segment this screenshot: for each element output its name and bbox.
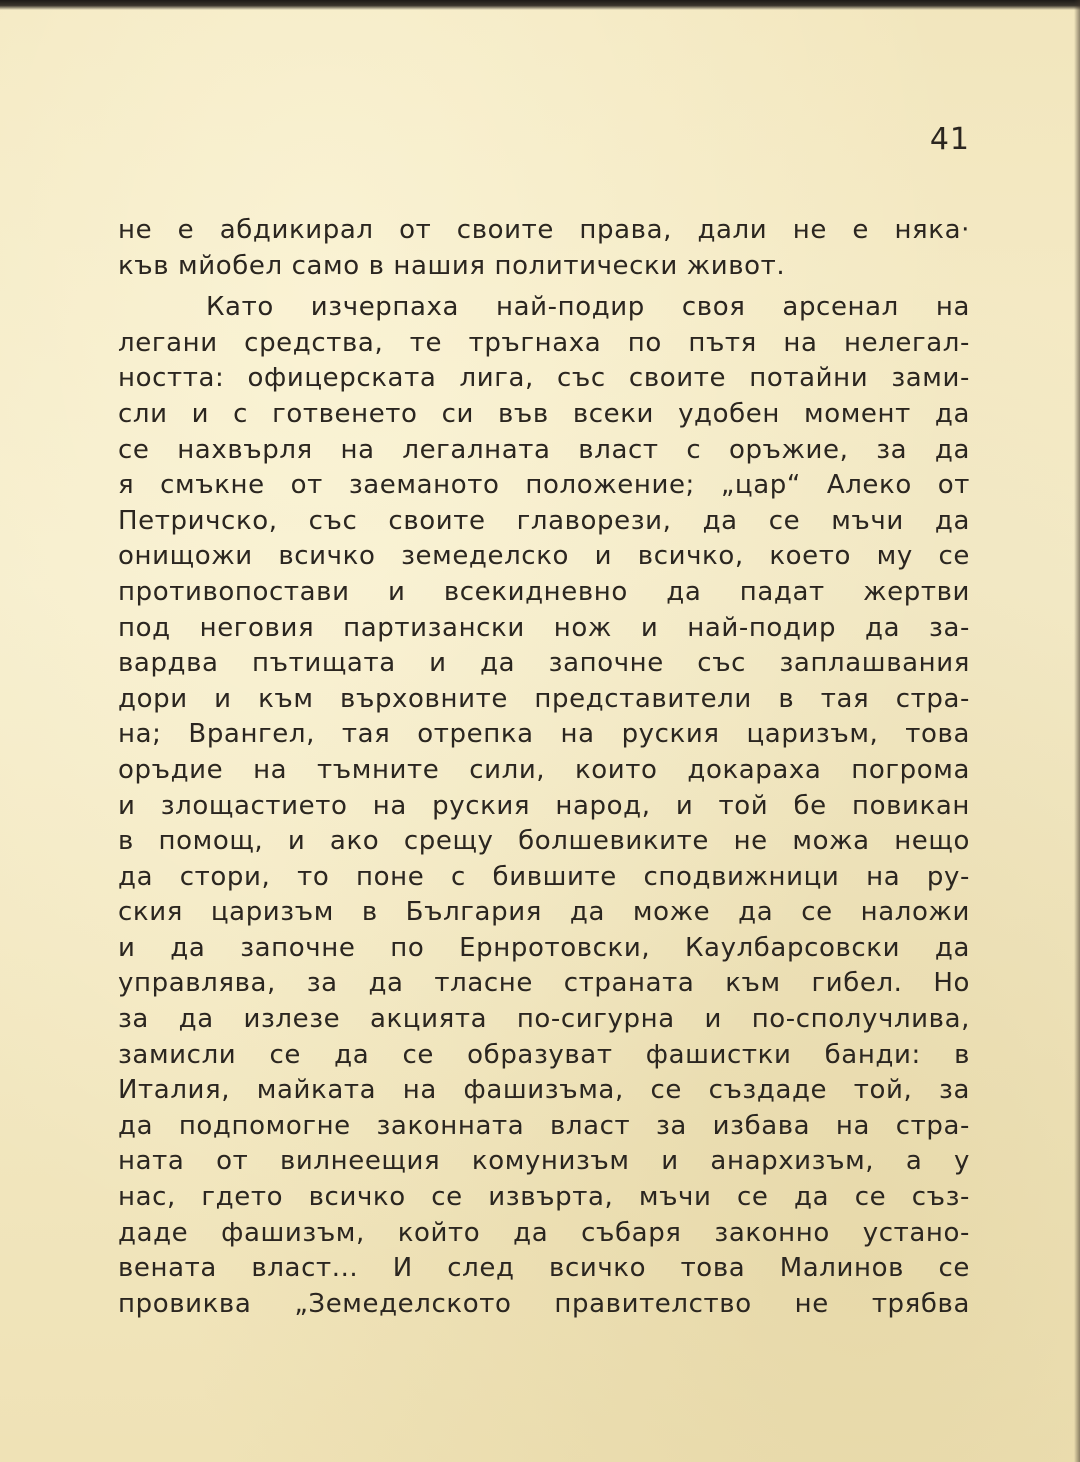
text-line: не е абдикирал от своите права, дали не е няка·: [118, 215, 970, 245]
text-line: легани средства, те тръгнаха по пътя на нелегал-: [118, 327, 970, 358]
text-line: оръдие на тъмните сили, които докараха погрома: [118, 754, 970, 785]
text-line: я смъкне от заеманото положение; „цар“ Алеко от: [118, 470, 970, 501]
text-line: Петричско, със своите главорези, да се мъчи да: [118, 505, 970, 536]
page-top-edge: [0, 0, 1080, 10]
text-line: Като изчерпаха най-подир своя арсенал на: [206, 292, 970, 323]
text-line: ността: офицерската лига, със своите потайни зами-: [118, 363, 970, 394]
text-line: управлява, за да тласне страната към гибел. Но: [118, 968, 970, 999]
text-line: замисли се да се образуват фашистки банди: в: [118, 1039, 970, 1070]
text-line: в помощ, и ако срещу болшевиките не можа нещо: [118, 826, 970, 857]
body-text: [118, 213, 970, 1322]
text-line: нас, гдето всичко се извърта, мъчи се да се съз-: [118, 1182, 970, 1213]
text-line: сли и с готвенето си във всеки удобен момент да: [118, 398, 970, 429]
text-line: Италия, майката на фашизъма, се създаде той, за: [118, 1075, 970, 1106]
text-line: противопостави и всекидневно да падат жертви: [118, 576, 970, 607]
text-line: под неговия партизански нож и най-подир да за-: [118, 612, 970, 643]
text-line: на; Врангел, тая отрепка на руския царизъм, това: [118, 719, 970, 750]
text-line: се нахвърля на легалната власт с оръжие, за да: [118, 434, 970, 465]
text-line: да подпомогне законната власт за избава на стра-: [118, 1110, 970, 1141]
page-right-edge: [1074, 0, 1080, 1462]
text-line: да стори, то поне с бившите сподвижници на ру-: [118, 861, 970, 892]
text-line: онищожи всичко земеделско и всичко, което му се: [118, 541, 970, 572]
text-line: ната от вилнеещия комунизъм и анархизъм, а у: [118, 1146, 970, 1177]
text-line: дори и към върховните представители в тая стра-: [118, 683, 970, 714]
text-line: ския царизъм в България да може да се наложи: [118, 897, 970, 928]
text-line: за да излезе акцията по-сигурна и по-сполучлива,: [118, 1004, 970, 1035]
text-line: даде фашизъм, който да събаря законно устано-: [118, 1217, 970, 1248]
text-line: къв мйобел само в нашия политически живот.: [118, 250, 786, 281]
text-line: провиква „Земеделското правителство не трябва: [118, 1288, 970, 1319]
text-line: и да започне по Ернротовски, Каулбарсовски да: [118, 932, 970, 963]
text-line: и злощастието на руския народ, и той бе повикан: [118, 790, 970, 821]
text-line: вардва пътищата и да започне със заплашвания: [118, 648, 970, 679]
text-line: вената власт... И след всичко това Малинов се: [118, 1253, 970, 1284]
page-number: 41: [929, 122, 970, 157]
